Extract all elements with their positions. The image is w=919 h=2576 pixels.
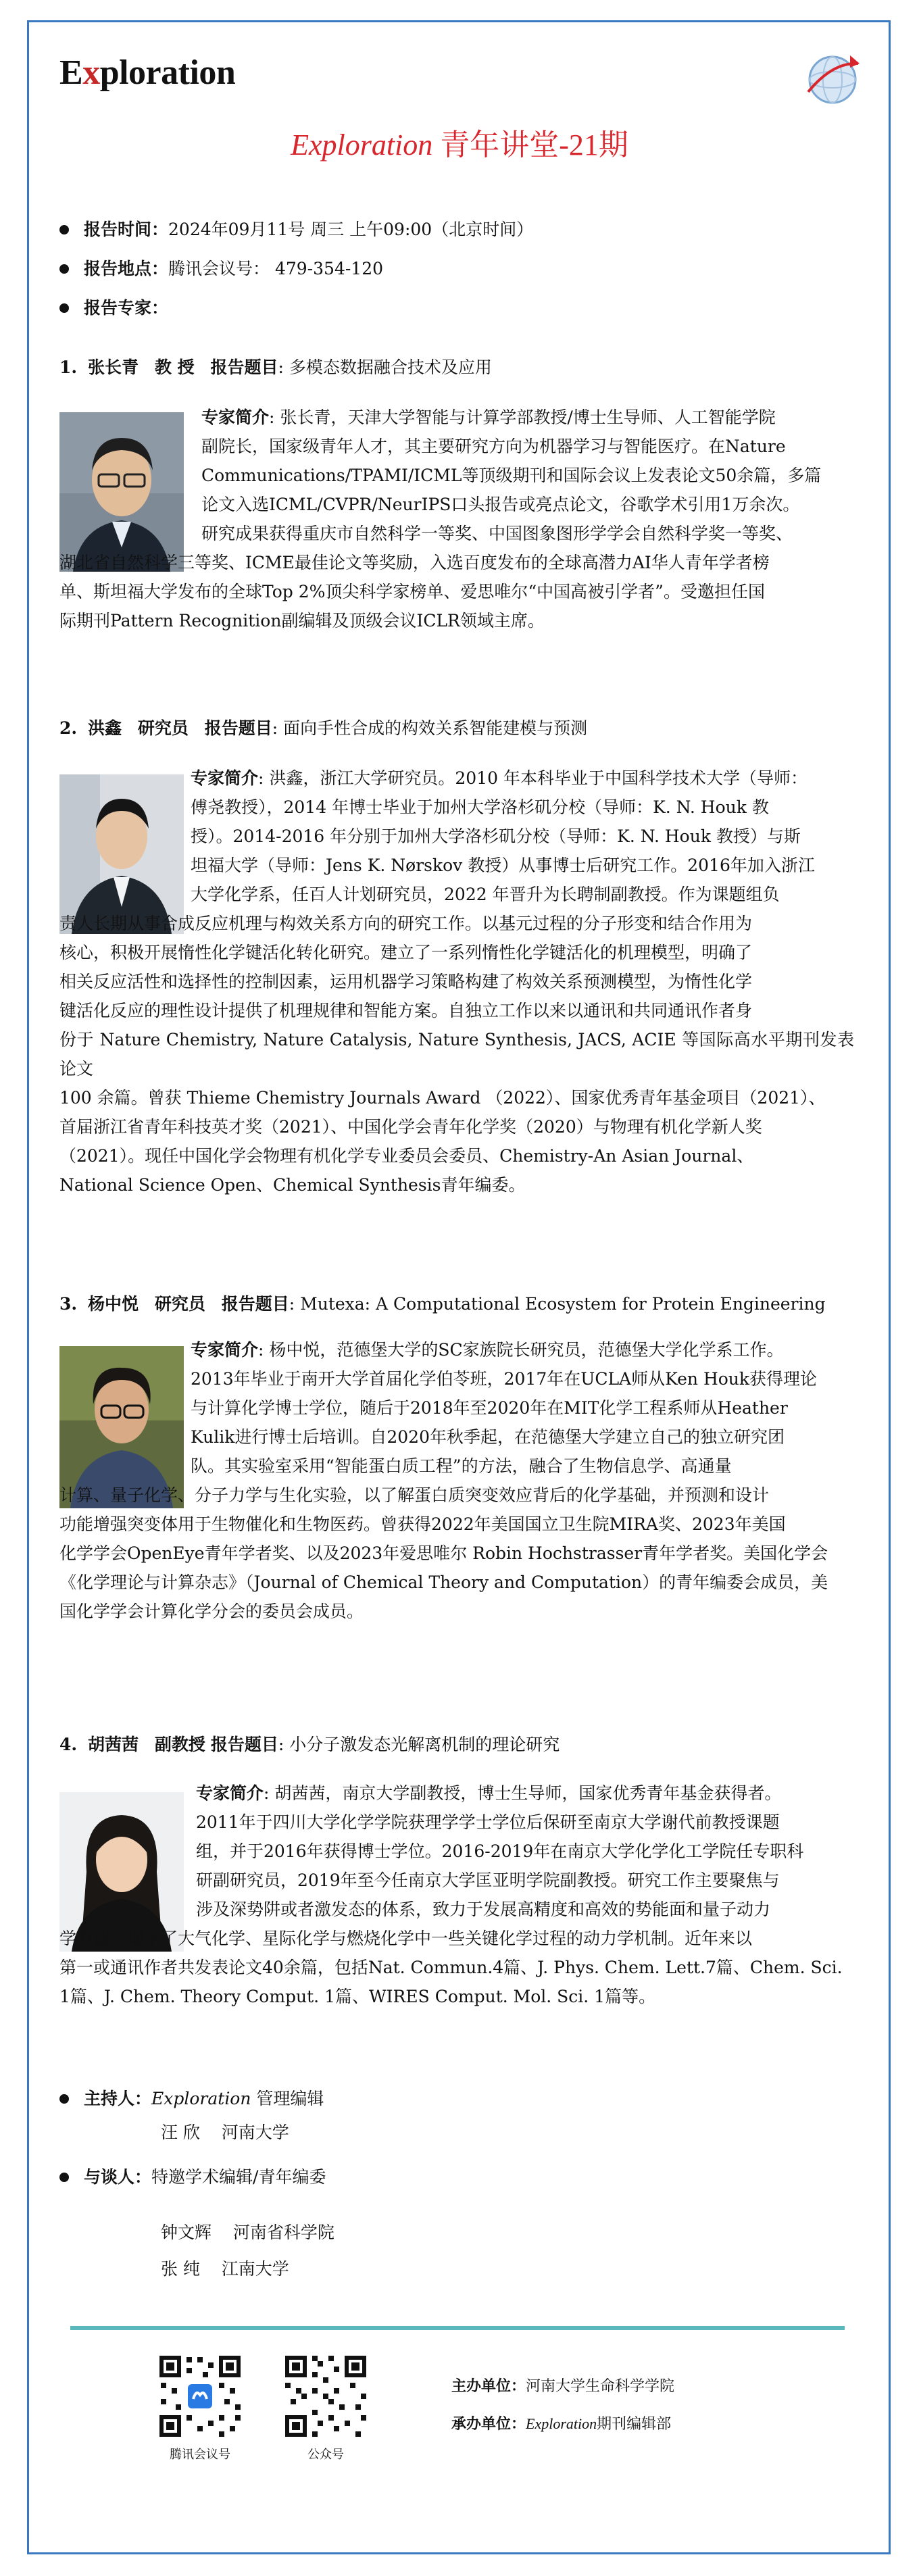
globe-emblem-icon xyxy=(801,49,864,108)
report-place: 报告地点：腾讯会议号： 479-354-120 xyxy=(59,255,383,280)
speaker-1-bio-top: 专家简介: 张长青，天津大学智能与计算学部教授/博士生导师、人工智能学院 副院长，国家级青年人才，其主要研究方向为机器学习与智能医疗。在Nature Communications/TPAMI/ICML等顶级期刊和国际会议上发表论文50余篇，多篇 论文入选ICML/CVPR/NeurIPS口头报告或亮点论文，谷歌学术引用1万余次。 xyxy=(201,407,822,514)
speaker-2-bio-top: 专家简介: 洪鑫，浙江大学研究员。2010 年本科毕业于中国科学技术大学（导师： 傅尧教授），2014 年博士毕业于加州大学洛杉矶分校（导师：K. N. Houk 教 授）。2014-2016 年分别于加州大学洛杉矶分校（导师：K. N. Houk 教授）与斯 坦福大学（导师：Jens K. Nørskov 教授）从事博士后研究工作。2016年加入浙江 大学化学系，任百人计划研究员，2022 年晋升为长聘制副教授。作为课题组负 xyxy=(191,768,815,904)
sponsor-line: 主办单位：河南大学生命科学学院 xyxy=(451,2378,675,2395)
organizer-line: 承办单位：Exploration期刊编辑部 xyxy=(451,2415,672,2433)
speaker-2-heading: 2. 洪鑫 研究员 报告题目: 面向手性合成的构效关系智能建模与预测 xyxy=(59,718,588,738)
page-title: Exploration 青年讲堂-21期 xyxy=(291,128,628,162)
report-time: 报告时间：2024年09月11号 周三 上午09:00（北京时间） xyxy=(59,216,533,241)
header xyxy=(59,53,864,107)
host-person: 汪 欣 河南大学 xyxy=(161,2123,289,2142)
discussant-2: 张 纯 江南大学 xyxy=(161,2259,289,2279)
speaker-4-bio-top: 专家简介: 胡茜茜，南京大学副教授，博士生导师，国家优秀青年基金获得者。 2011年于四川大学化学学院获理学学士学位后保研至南京大学谢代前教授课题 组，并于2016年获得博士学位。2016-2019年在南京大学化学化工学院任专职科 研副研究员，2019年至今任南京大学匡亚明学院副教授。研究工作主要聚焦与 涉及深势阱或者激发态的体系，致力于发展高精度和高效的势能面和量子动力 xyxy=(196,1783,804,1919)
speaker-3-heading: 3. 杨中悦 研究员 报告题目: Mutexa: A Computational Ecosystem for Protein Engineering xyxy=(59,1294,826,1314)
tencent-meeting-qr-icon[interactable] xyxy=(157,2353,243,2439)
speaker-1-bio-rest: 研究成果获得重庆市自然科学一等奖、中国图象图形学学会自然科学奖一等奖、 湖北省自然科学三等奖、ICME最佳论文等奖励，入选百度发布的全球高潜力AI华人青年学者榜 单、斯坦福大学发布的全球Top 2%顶尖科学家榜单、爱思唯尔“中国高被引学者”。受邀担任国 际期刊Pattern Recognition副编辑及顶级会议ICLR领域主席。 xyxy=(59,524,793,630)
exploration-logo: Exploration xyxy=(59,53,236,92)
speaker-2-bio-rest: 责人长期从事合成反应机理与构效关系方向的研究工作。以基元过程的分子形变和结合作用为 核心，积极开展惰性化学键活化转化研究。建立了一系列惰性化学键活化的机理模型，明确了 相关反应活性和选择性的控制因素，运用机器学习策略构建了构效关系预测模型，为惰性化学 键活化反应的理性设计提供了机理规律和智能方案。自独立工作以来以通讯和共同通讯作者身 份于 Nature Chemistry, Nature Catalysis, Nature Synthesis, JACS, ACIE 等国际高水平期刊发表论文 100 余篇。曾获 Thieme Chemistry Journals Award （2022）、国家优秀青年基金项目（2021）、 首届浙江省青年科技英才奖（2021）、中国化学会青年化学奖（2020）与物理有机化学新人奖 （2021）。现任中国化学会物理有机化学专业委员会委员、Chemistry-An Asian Journal、 National Science Open、Chemical Synthesis青年编委。 xyxy=(59,914,854,1195)
discussant-1: 钟文辉 河南省科学院 xyxy=(161,2223,334,2242)
host-line: 主持人：Exploration 管理编辑 xyxy=(59,2084,324,2113)
report-speakers-label: 报告专家： xyxy=(59,295,168,319)
speaker-4-heading: 4. 胡茜茜 副教授 报告题目: 小分子激发态光解离机制的理论研究 xyxy=(59,1735,560,1754)
wechat-account-qr-icon[interactable] xyxy=(282,2353,369,2439)
speaker-3-bio-top: 专家简介: 杨中悦，范德堡大学的SC家族院长研究员，范德堡大学化学系工作。 2013年毕业于南开大学首届化学伯苓班，2017年在UCLA师从Ken Houk获得理论 与计算化学博士学位，随后于2018年至2020年在MIT化学工程系师从Heather Kulik进行博士后培训。自2020年秋季起，在范德堡大学建立自己的独立研究团 队。其实验室采用“智能蛋白质工程”的方法，融合了生物信息学、高通量 xyxy=(191,1340,818,1476)
qr1-label: 腾讯会议号 xyxy=(170,2448,230,2462)
footer-divider xyxy=(70,2326,845,2330)
discussants-line: 与谈人：特邀学术编辑/青年编委 xyxy=(59,2162,326,2191)
qr2-label: 公众号 xyxy=(307,2448,344,2462)
speaker-4-bio-rest: 学方法，揭示了大气化学、星际化学与燃烧化学中一些关键化学过程的动力学机制。近年来以 第一或通讯作者共发表论文40余篇，包括Nat. Commun.4篇、J. Phys. Chem. Lett.7篇、Chem. Sci. 1篇、J. Chem. Theory Comput. 1篇、WIRES Comput. Mol. Sci. 1篇等。 xyxy=(59,1929,843,2006)
speaker-1-heading: 1. 张长青 教 授 报告题目: 多模态数据融合技术及应用 xyxy=(59,357,492,377)
speaker-3-bio-rest: 计算、量子化学、分子力学与生化实验，以了解蛋白质突变效应背后的化学基础，并预测和设计 功能增强突变体用于生物催化和生物医药。曾获得2022年美国国立卫生院MIRA奖、2023年美国 化学学会OpenEye青年学者奖、以及2023年爱思唯尔 Robin Hochstrasser青年学者奖。美国化学会 《化学理论与计算杂志》（Journal of Chemical Theory and Computation）的青年编委会成员，美 国化学学会计算化学分会的委员会成员。 xyxy=(59,1485,828,1621)
